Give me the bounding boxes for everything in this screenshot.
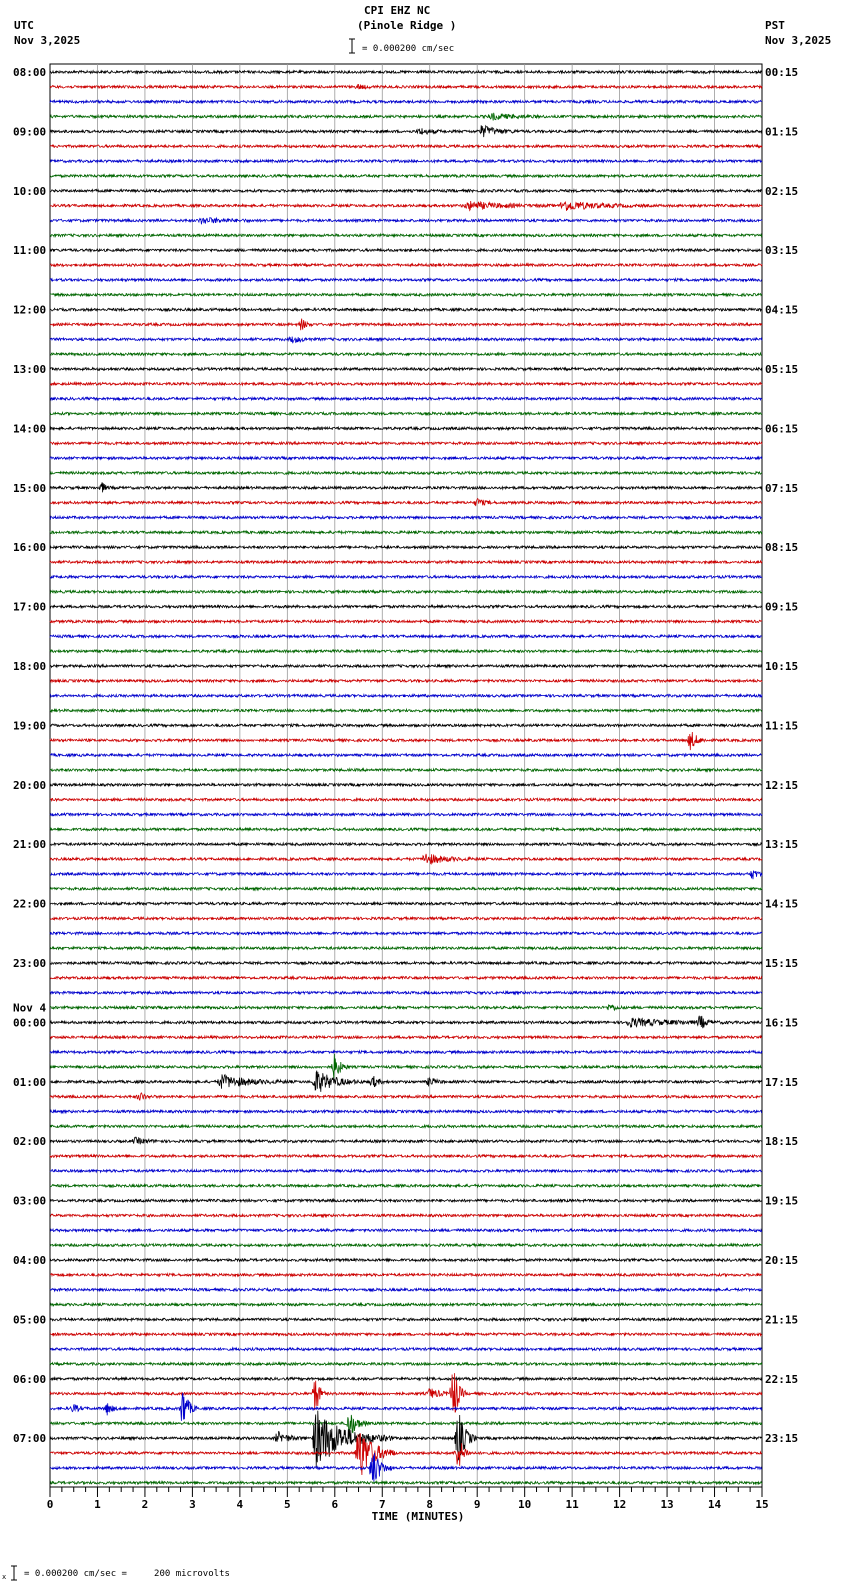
pst-label: 16:15 [765, 1016, 799, 1030]
utc-label: 09:00 [13, 125, 47, 139]
utc-label: 04:00 [13, 1254, 47, 1267]
trace-49 [50, 798, 762, 801]
trace-91 [50, 1415, 762, 1438]
trace-0 [50, 71, 762, 74]
pst-label: 23:15 [765, 1432, 799, 1446]
trace-16 [50, 308, 762, 311]
utc-hour-labels [13, 66, 46, 1445]
trace-86 [50, 1348, 762, 1351]
trace-19 [50, 353, 762, 356]
trace-69 [50, 1093, 762, 1100]
pst-label: 13:15 [765, 838, 799, 852]
trace-77 [50, 1214, 762, 1217]
trace-57 [50, 917, 762, 920]
utc-label: 05:00 [13, 1313, 47, 1327]
trace-3 [50, 113, 762, 121]
trace-36 [50, 605, 762, 608]
pst-label: 04:15 [765, 303, 799, 317]
trace-41 [50, 680, 762, 683]
trace-37 [50, 620, 762, 623]
x-tick-label: 9 [473, 1498, 481, 1511]
trace-47 [50, 769, 762, 772]
trace-79 [50, 1244, 762, 1247]
utc-label: 06:00 [13, 1372, 47, 1386]
x-tick-label: 11 [565, 1498, 579, 1511]
trace-52 [50, 843, 762, 846]
trace-62 [50, 991, 762, 994]
trace-54 [50, 871, 762, 880]
trace-53 [50, 854, 762, 864]
trace-84 [50, 1318, 762, 1321]
trace-20 [50, 368, 762, 371]
utc-label: 16:00 [13, 541, 47, 555]
trace-8 [50, 190, 762, 193]
trace-2 [50, 100, 762, 103]
trace-17 [50, 319, 762, 331]
trace-18 [50, 337, 762, 344]
trace-92 [50, 1411, 762, 1467]
trace-48 [50, 784, 762, 787]
trace-90 [50, 1393, 762, 1421]
trace-67 [50, 1054, 762, 1079]
trace-87 [50, 1363, 762, 1366]
x-axis-title: TIME (MINUTES) [371, 1510, 465, 1523]
utc-label: 22:00 [13, 897, 47, 911]
utc-label: 01:00 [13, 1075, 47, 1089]
trace-51 [50, 828, 762, 831]
trace-74 [50, 1170, 762, 1173]
utc-label: 18:00 [13, 660, 47, 673]
pst-label: 14:15 [765, 897, 799, 911]
utc-label: 03:00 [13, 1194, 47, 1208]
plot-grid [50, 64, 762, 1487]
trace-66 [50, 1051, 762, 1054]
trace-13 [50, 264, 762, 267]
station-title: CPI EHZ NC [364, 4, 431, 17]
trace-64 [50, 1016, 762, 1028]
trace-35 [50, 591, 762, 594]
x-tick-label: 14 [707, 1498, 722, 1511]
utc-label: 00:00 [13, 1016, 47, 1030]
trace-46 [50, 754, 762, 757]
pst-label: 10:15 [765, 660, 799, 673]
trace-78 [50, 1229, 762, 1232]
trace-56 [50, 902, 762, 905]
pst-label: 07:15 [765, 481, 799, 495]
footer-scale-label: = 0.000200 cm/sec = 200 microvolts [24, 1569, 230, 1579]
trace-68 [50, 1071, 762, 1092]
pst-label: 22:15 [765, 1372, 799, 1386]
trace-1 [50, 84, 762, 89]
trace-88 [50, 1378, 762, 1381]
utc-label: 15:00 [13, 481, 47, 495]
trace-76 [50, 1199, 762, 1202]
x-tick-label: 0 [46, 1498, 54, 1511]
trace-26 [50, 457, 762, 460]
trace-40 [50, 665, 762, 668]
trace-38 [50, 635, 762, 638]
trace-94 [50, 1453, 762, 1483]
trace-73 [50, 1155, 762, 1158]
x-tick-label: 13 [660, 1498, 674, 1511]
utc-label: 07:00 [13, 1432, 47, 1446]
trace-39 [50, 650, 762, 653]
trace-81 [50, 1274, 762, 1277]
x-tick-label: 7 [378, 1498, 386, 1511]
right-timezone: PST [765, 19, 785, 32]
utc-label: 21:00 [13, 838, 47, 852]
trace-60 [50, 962, 762, 965]
trace-21 [50, 383, 762, 386]
pst-label: 06:15 [765, 422, 799, 436]
pst-hour-labels [765, 66, 798, 1445]
location-title: (Pinole Ridge ) [357, 19, 457, 32]
x-axis [47, 1487, 769, 1523]
trace-34 [50, 576, 762, 579]
trace-70 [50, 1110, 762, 1113]
trace-5 [50, 145, 762, 148]
trace-28 [50, 482, 762, 492]
pst-label: 20:15 [765, 1254, 799, 1267]
trace-63 [50, 1005, 762, 1011]
trace-42 [50, 694, 762, 697]
trace-14 [50, 279, 762, 282]
utc-label: 12:00 [13, 303, 47, 317]
pst-label: 02:15 [765, 184, 799, 198]
left-date: Nov 3,2025 [14, 34, 81, 47]
x-tick-label: 12 [612, 1498, 627, 1511]
pst-label: 01:15 [765, 125, 799, 139]
trace-83 [50, 1303, 762, 1306]
utc-label: 23:00 [13, 957, 47, 970]
pst-label: 08:15 [765, 541, 799, 555]
pst-label: 00:15 [765, 66, 799, 79]
trace-31 [50, 531, 762, 534]
trace-24 [50, 427, 762, 430]
pst-label: 15:15 [765, 957, 799, 970]
trace-72 [50, 1137, 762, 1144]
trace-7 [50, 175, 762, 178]
trace-29 [50, 499, 762, 507]
trace-9 [50, 201, 762, 211]
utc-label: 08:00 [13, 66, 47, 79]
trace-82 [50, 1288, 762, 1291]
x-tick-label: 4 [236, 1498, 244, 1511]
left-timezone: UTC [14, 19, 34, 32]
x-tick-label: 3 [189, 1498, 196, 1511]
trace-59 [50, 947, 762, 950]
trace-45 [50, 732, 762, 750]
utc-label: 13:00 [13, 363, 47, 376]
utc-label: 17:00 [13, 600, 47, 614]
pst-label: 21:15 [765, 1313, 799, 1327]
pst-label: 11:15 [765, 719, 799, 733]
trace-61 [50, 977, 762, 980]
x-tick-label: 1 [94, 1498, 101, 1511]
svg-text:x: x [2, 1573, 7, 1581]
utc-label: 19:00 [13, 719, 47, 733]
date-change-label: Nov 4 [13, 1001, 47, 1015]
trace-58 [50, 932, 762, 935]
utc-label: 20:00 [13, 778, 47, 792]
trace-85 [50, 1333, 762, 1336]
trace-32 [50, 546, 762, 549]
pst-label: 12:15 [765, 778, 799, 792]
trace-4 [50, 125, 762, 137]
plot-frame [50, 64, 762, 1487]
trace-10 [50, 218, 762, 225]
trace-15 [50, 294, 762, 297]
utc-label: 11:00 [13, 244, 47, 258]
utc-label: 02:00 [13, 1135, 47, 1149]
x-tick-label: 2 [141, 1498, 149, 1511]
pst-label: 05:15 [765, 363, 799, 376]
trace-50 [50, 813, 762, 816]
trace-11 [50, 234, 762, 237]
trace-55 [50, 888, 762, 891]
trace-25 [50, 442, 762, 445]
trace-75 [50, 1185, 762, 1188]
trace-43 [50, 709, 762, 712]
trace-71 [50, 1125, 762, 1128]
x-tick-label: 6 [331, 1498, 339, 1511]
trace-65 [50, 1036, 762, 1039]
x-tick-label: 5 [284, 1498, 291, 1511]
pst-label: 19:15 [765, 1194, 799, 1208]
pst-label: 18:15 [765, 1135, 799, 1149]
x-tick-label: 8 [426, 1498, 434, 1511]
trace-33 [50, 561, 762, 564]
trace-80 [50, 1259, 762, 1262]
utc-label: 14:00 [13, 422, 47, 436]
utc-label: 10:00 [13, 184, 47, 198]
trace-22 [50, 397, 762, 400]
pst-label: 17:15 [765, 1075, 799, 1089]
pst-label: 03:15 [765, 244, 799, 258]
trace-12 [50, 249, 762, 252]
trace-44 [50, 724, 762, 727]
x-tick-label: 15 [755, 1498, 769, 1511]
trace-group [50, 71, 762, 1484]
trace-6 [50, 160, 762, 163]
trace-23 [50, 412, 762, 415]
x-tick-label: 10 [518, 1498, 532, 1511]
right-date: Nov 3,2025 [765, 34, 832, 47]
trace-30 [50, 516, 762, 519]
scale-label: = 0.000200 cm/sec [362, 44, 455, 54]
pst-label: 09:15 [765, 600, 799, 614]
trace-95 [50, 1482, 762, 1485]
trace-27 [50, 472, 762, 475]
